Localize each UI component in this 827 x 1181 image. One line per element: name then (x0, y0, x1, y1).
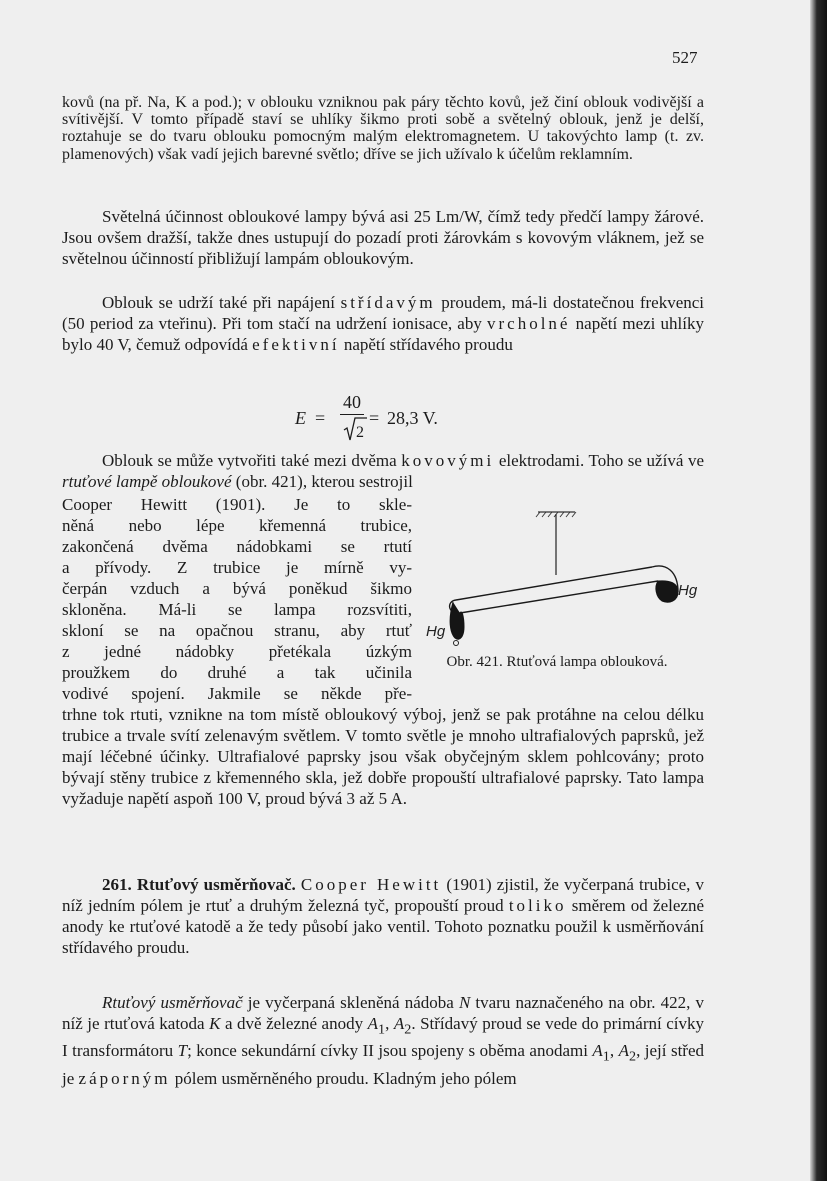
right-hg-label: Hg (678, 582, 698, 599)
spaced-text: Cooper Hewitt (300, 875, 442, 894)
tube-bottom-edge (460, 581, 658, 613)
text: ; konce sekundární cívky II jsou spojeny s oběma anodami (187, 1041, 593, 1061)
left-lead-contact (454, 641, 459, 646)
text: je vyčerpaná skleněná nádoba (242, 993, 459, 1012)
text: napětí mezi uhlíky bylo 40 V, čemuž odpovídá (62, 314, 704, 354)
formula-effective-voltage (295, 392, 495, 452)
paragraph-rectifier-section (62, 874, 704, 958)
text: Oblouk se udrží také při napájení (102, 293, 341, 312)
wrapped-line: z jedné nádobky přetékala úzkým (62, 642, 412, 661)
subscript: 2 (628, 1048, 637, 1065)
text: elektrodami. Toho se užívá ve (494, 451, 704, 470)
paragraph-efficiency: Světelná účinnost obloukové lampy bývá asi 25 Lm/W, čímž tedy předčí lampy žárové. Jsou ovšem dražší, takže dnes ustupují do pozadí proti žárovkám s kovovým vláknem, jež se světelnou účinností přibližují lampám obloukovým. (62, 207, 704, 268)
subscript: 1 (378, 1021, 386, 1038)
italic-text: rtuťové lampě obloukové (62, 472, 232, 491)
italic-text: Rtuťový usměrňovač (102, 993, 243, 1012)
sqrt-icon (343, 416, 367, 442)
paragraph-flame-lamps: kovů (na př. Na, K a pod.); v oblouku vzniknou pak páry těchto kovů, jež činí oblouk vodivější a svítivější. V tomto případě staví se uhlíky šikmo proti sobě a světelný oblouk, jenž je delší, roztahuje se do tvaru oblouku pomocným malým elektromagnetem. U takovýchto lamp (t. zv. plamenových) však vadí jejich barevné světlo; dříve se jich užívalo k účelům reklamním. (62, 94, 704, 163)
italic-text: N (458, 993, 471, 1012)
italic-text: A (393, 1014, 405, 1033)
spaced-text: střídavým (340, 293, 436, 312)
italic-text: K (209, 1014, 221, 1033)
text: , (385, 1014, 394, 1033)
subscript: 2 (404, 1021, 412, 1038)
tube-top-edge (456, 567, 652, 600)
spaced-text: efektivní (252, 335, 340, 354)
figure-caption: Obr. 421. Rtuťová lampa oblouková. (446, 654, 668, 670)
text: pólem usměrněného proudu. Kladným jeho pólem (170, 1068, 517, 1088)
wrapped-line: čerpán vzduch a bývá poněkud šikmo (62, 579, 412, 598)
formula-denominator: 2 (356, 424, 364, 441)
text: Oblouk se může vytvořiti také mezi dvěma (102, 451, 402, 470)
formula-result: 28,3 V. (387, 408, 438, 428)
paragraph-mercury-lamp-rest: trhne tok rtuti, vznikne na tom místě obloukový výboj, jenž se pak protáhne na celou délku trubice a trvale svítí zelenavým světlem. V tomto světle je mnoho ultrafialových paprsků, jež mají léčebné účinky. Ultrafialové paprsky jsou však obyčejným sklem pohlcovány; proto bývají stěny trubice z křemenného skla, jež dobře propouští ultrafialové paprsky. Tato lampa vyžaduje napětí aspoň 100 V, proud bývá 3 až 5 A. (62, 705, 704, 808)
page-number: 527 (672, 48, 698, 67)
formula-numerator: 40 (343, 392, 361, 412)
spaced-text: kovovými (401, 451, 495, 470)
wrapped-line: vodivé spojení. Jakmile se někde pře- (62, 684, 412, 703)
text: (obr. 421), kterou sestrojil (231, 472, 413, 491)
formula-equals-2: = (369, 408, 380, 428)
text: (1901) zjistil, že vyčerpaná trubice, v níž jedním pólem je rtuť a druhým železná tyč, propouští proud (62, 875, 705, 915)
paragraph-rectifier-description (62, 992, 704, 1089)
italic-text: A (592, 1041, 603, 1061)
italic-text: A (618, 1041, 629, 1061)
paragraph-alternating-current (62, 292, 704, 355)
left-hg-label: Hg (426, 623, 446, 640)
formula-equals: = (315, 408, 326, 428)
text: proudem, má-li dostatečnou frekvenci (50 period za vteřinu). Při tom stačí na udržení ionisace, aby (62, 293, 705, 333)
wrapped-line: proužkem do druhé a tak učinila (62, 663, 412, 682)
page-binding-edge (810, 0, 827, 1181)
text: , (609, 1041, 619, 1061)
text: tvaru naznačeného na obr. 422, v níž je rtuťová katoda (62, 993, 704, 1033)
text: , její střed je (62, 1041, 704, 1088)
left-mercury-bulb (450, 602, 464, 639)
italic-text: A (367, 1014, 379, 1033)
subscript: 1 (602, 1048, 610, 1065)
wrapped-line: skloní se na opačnou stranu, aby rtuť (62, 621, 412, 640)
section-title: Rtuťový usměrňovač. (136, 875, 296, 894)
formula-lhs: E (295, 408, 306, 428)
text: napětí střídavého proudu (339, 335, 513, 354)
wrapped-line: Cooper Hewitt (1901). Je to skle- (62, 495, 412, 514)
spaced-text: toliko (508, 896, 567, 915)
wrapped-line: a přívody. Z trubice je mírně vy- (62, 558, 412, 577)
text: a dvě železné anody (220, 1014, 368, 1033)
paragraph-mercury-lamp-intro (62, 450, 704, 492)
section-number: 261. (102, 875, 132, 894)
text: směrem od železné anody ke rtuťové katodě a že tedy působí jako ventil. Tohoto poznatku použil k usměrňování střídavého proudu. (62, 896, 704, 957)
mercury-lamp-figure (420, 505, 710, 650)
right-mercury-bulb (656, 581, 678, 602)
text: . Střídavý proud se vede do primární cívky I transformátoru (62, 1014, 705, 1061)
wrapped-line: zakončená dvěma nádobkami se rtutí (62, 537, 412, 556)
spaced-text: vrcholné (487, 314, 571, 333)
fraction-bar (340, 414, 364, 415)
wrapped-line: skloněna. Má-li se lampa rozsvítiti, (62, 600, 412, 619)
wrapped-line: něná nebo lépe křemenná trubice, (62, 516, 412, 535)
italic-text: T (177, 1041, 188, 1061)
spaced-text: záporným (78, 1068, 171, 1088)
